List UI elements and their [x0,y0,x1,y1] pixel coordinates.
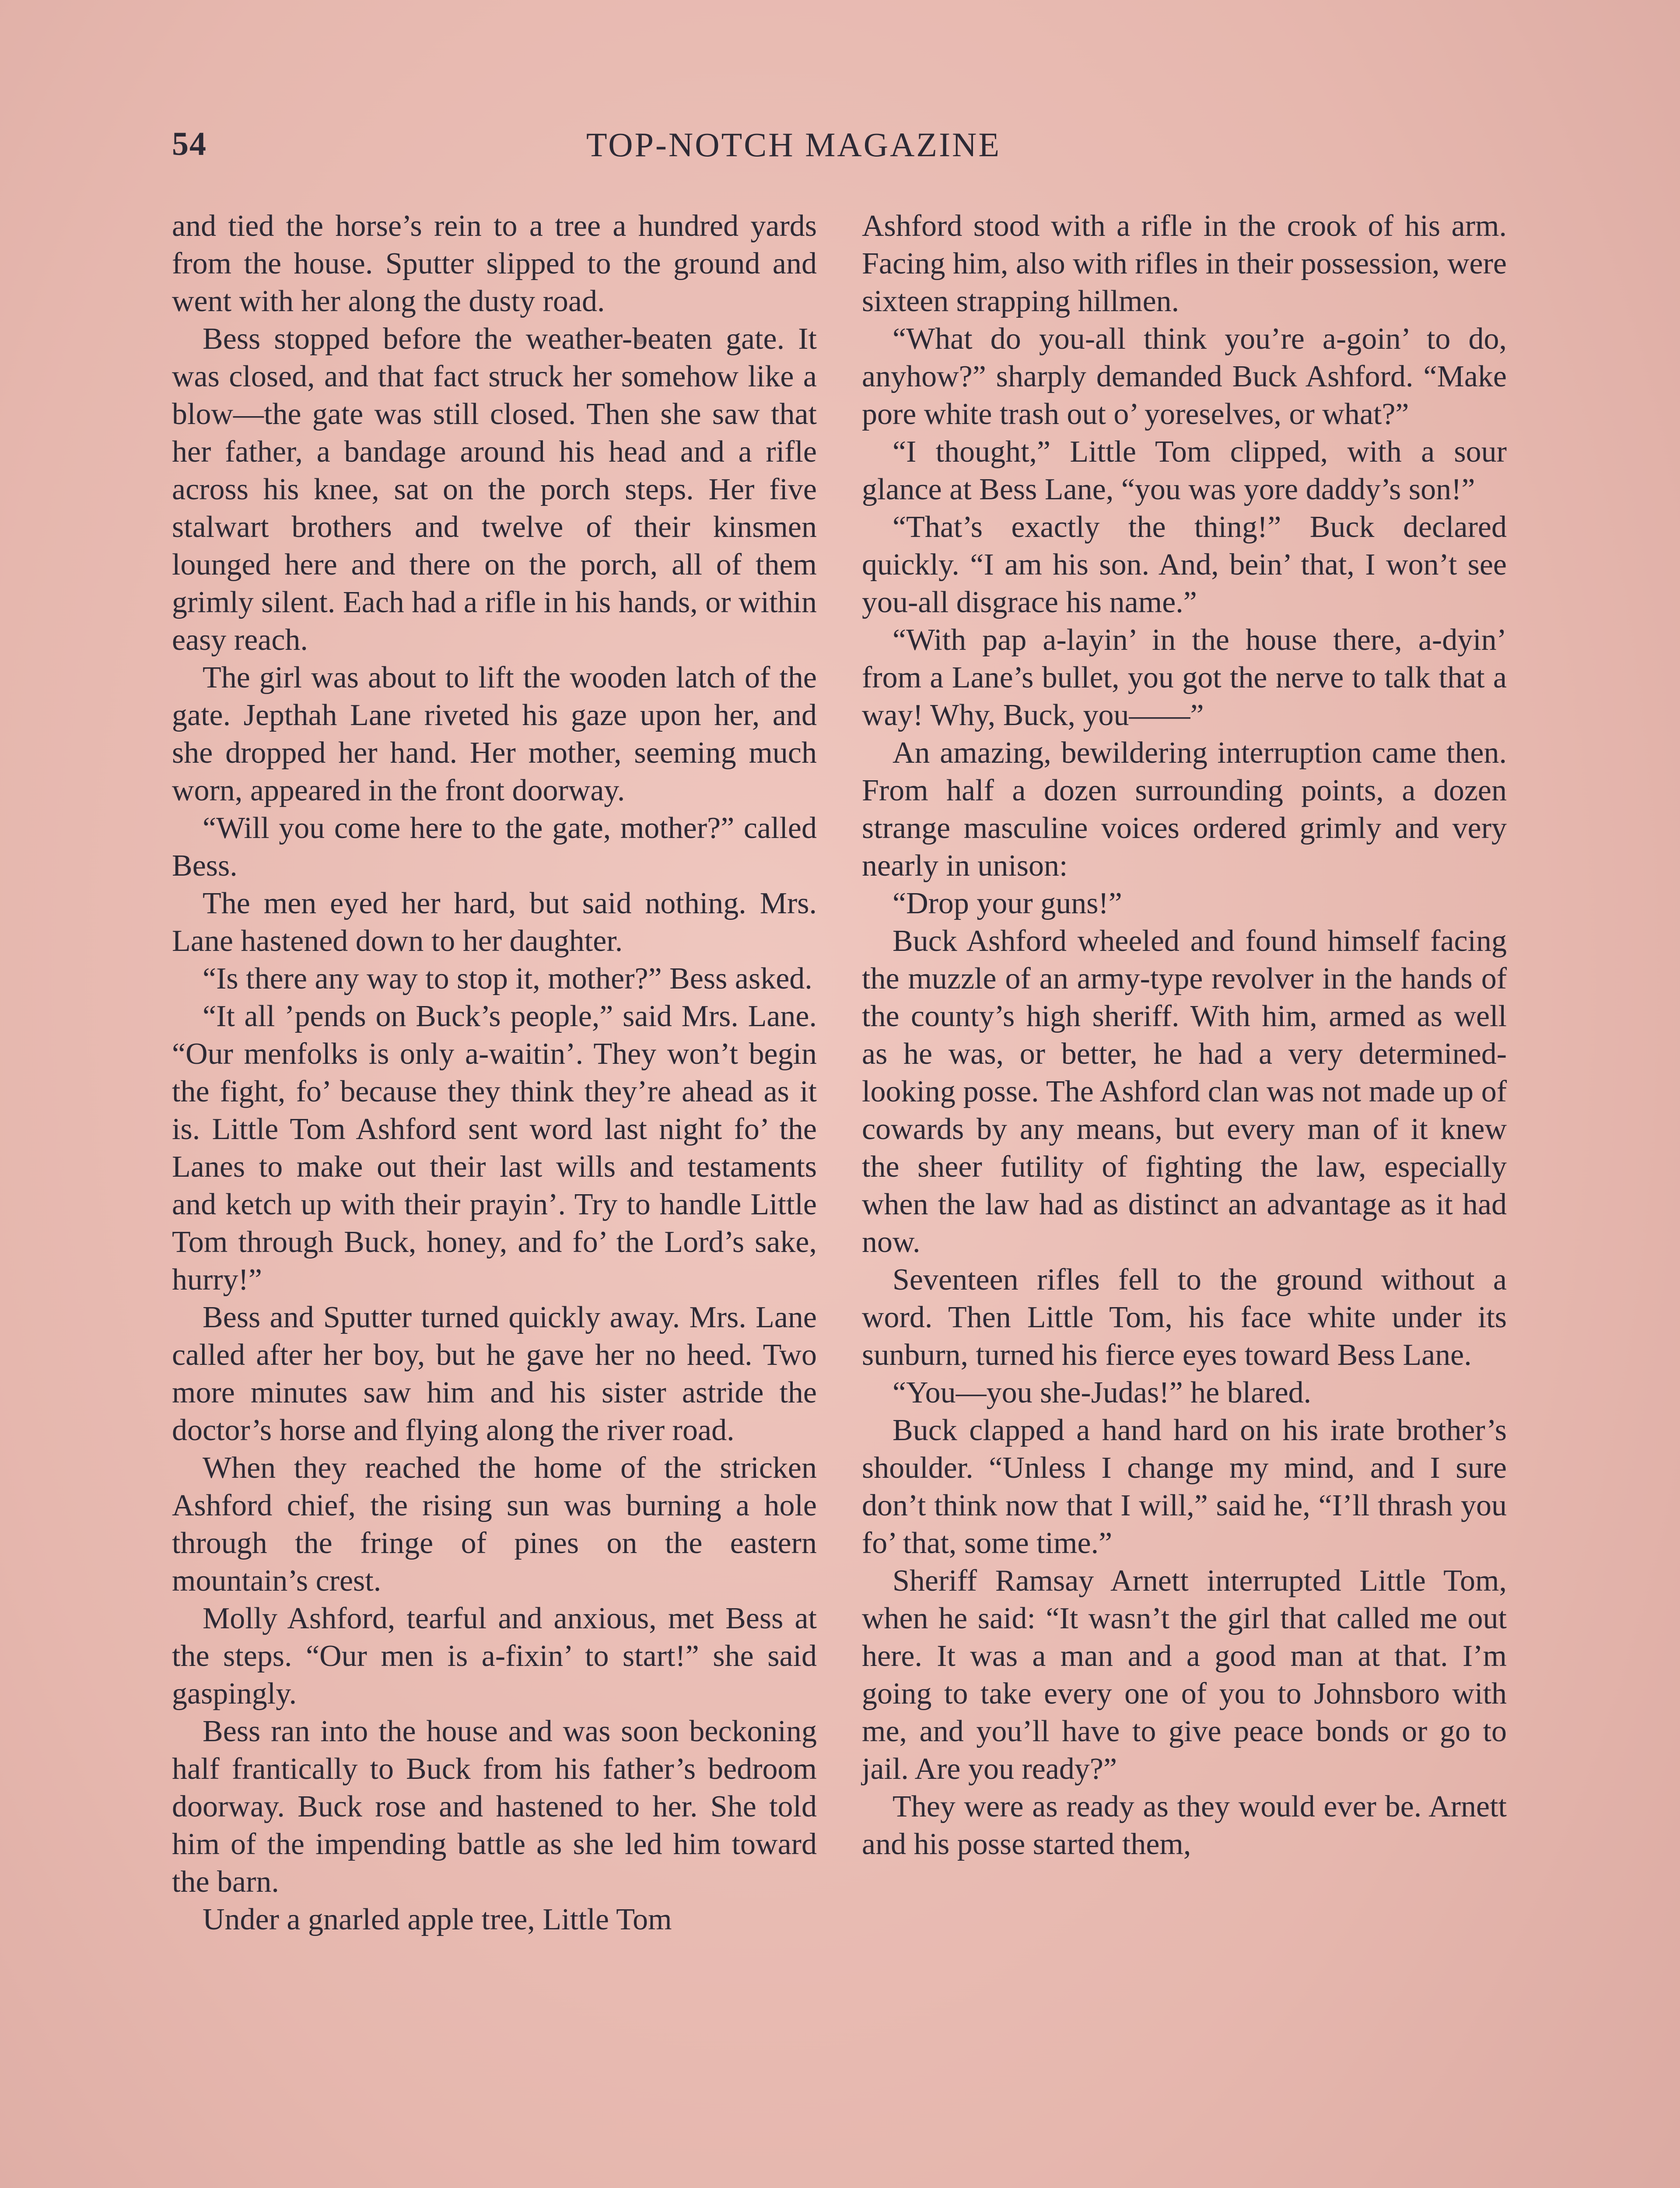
paragraph: Seventeen rifles fell to the ground without a word. Then Little Tom, his face white under its sunburn, turned his fierce eyes toward Bess Lane. [862,1263,1507,1372]
paragraph: Sheriff Ramsay Arnett interrupted Little Tom, when he said: “It wasn’t the girl that called me out here. It was a man and a good man at that. I’m going to take every one of you to Johnsboro with me, and you’ll have to give peace bonds or go to jail. Are you ready?” [862,1564,1507,1786]
paragraph: The girl was about to lift the wooden latch of the gate. Jepthah Lane riveted his gaze upon her, and she dropped her hand. Her mother, seeming much worn, appeared in the front doorway. [172,661,817,807]
paragraph: and tied the horse’s rein to a tree a hundred yards from the house. Sputter slipped to the ground and went with her along the dusty road. [172,209,817,318]
paragraph: “It all ’pends on Buck’s people,” said Mrs. Lane. “Our menfolks is only a-waitin’. They won’t begin the fight, fo’ because they think they’re ahead as it is. Little Tom Ashford sent word last night fo’ the Lanes to make out their last wills and testaments and ketch up with their prayin’. Try to handle Little Tom through Buck, honey, and fo’ the Lord’s sake, hurry!” [172,999,817,1297]
paragraph: Molly Ashford, tearful and anxious, met Bess at the steps. “Our men is a-fixin’ to start!” she said gaspingly. [172,1602,817,1711]
paragraph: They were as ready as they would ever be. Arnett and his posse started them, [862,1790,1507,1861]
paragraph: “That’s exactly the thing!” Buck declared quickly. “I am his son. And, bein’ that, I won’t see you-all disgrace his name.” [862,510,1507,619]
ink-speck [637,335,644,344]
paragraph: “I thought,” Little Tom clipped, with a sour glance at Bess Lane, “you was yore daddy’s son!” [862,435,1507,506]
paragraph: The men eyed her hard, but said nothing. Mrs. Lane hastened down to her daughter. [172,887,817,958]
paragraph: Bess stopped before the weather-beaten gate. It was closed, and that fact struck her somehow like a blow—the gate was still closed. Then she saw that her father, a bandage around his head and a rifle across his knee, sat on the porch steps. Her five stalwart brothers and twelve of their kinsmen lounged here and there on the porch, all of them grimly silent. Each had a rifle in his hands, or within easy reach. [172,322,817,657]
paragraph: “What do you-all think you’re a-goin’ to do, anyhow?” sharply demanded Buck Ashford. “Make pore white trash out o’ yoreselves, or what?” [862,322,1507,431]
page-number: 54 [172,126,207,162]
paragraph: Under a gnarled apple tree, Little Tom [203,1903,672,1936]
paragraph: “Is there any way to stop it, mother?” Bess asked. [203,962,812,996]
running-head: TOP-NOTCH MAGAZINE [586,126,1001,164]
paragraph: Buck Ashford wheeled and found himself facing the muzzle of an army-type revolver in the hands of the county’s high sheriff. With him, armed as well as he was, or better, he had a very determined-looking posse. The Ashford clan was not made up of cowards by any means, but every man of it knew the sheer futility of fighting the law, especially when the law had as distinct an advantage as it had now. [862,924,1507,1259]
paragraph: “Drop your guns!” [892,887,1122,920]
paragraph: Ashford stood with a rifle in the crook of his arm. Facing him, also with rifles in their possession, were sixteen strapping hillmen. [862,209,1507,318]
paragraph: “Will you come here to the gate, mother?” called Bess. [172,811,817,883]
paragraph: Bess and Sputter turned quickly away. Mrs. Lane called after her boy, but he gave her no heed. Two more minutes saw him and his sister astride the doctor’s horse and flying along the river road. [172,1301,817,1447]
paragraph: Bess ran into the house and was soon beckoning half frantically to Buck from his father’s bedroom doorway. Buck rose and hastened to her. She told him of the impending battle as she led him toward the barn. [172,1715,817,1899]
left-column [172,207,817,1939]
paragraph: “You—you she-Judas!” he blared. [892,1376,1312,1410]
right-column [862,207,1507,1863]
paragraph: When they reached the home of the stricken Ashford chief, the rising sun was burning a hole through the fringe of pines on the eastern mountain’s crest. [172,1451,817,1598]
paragraph: An amazing, bewildering interruption came then. From half a dozen surrounding points, a dozen strange masculine voices ordered grimly and very nearly in unison: [862,736,1507,883]
paragraph: Buck clapped a hand hard on his irate brother’s shoulder. “Unless I change my mind, and I sure don’t think now that I will,” said he, “I’ll thrash you fo’ that, some time.” [862,1413,1507,1560]
paragraph: “With pap a-layin’ in the house there, a-dyin’ from a Lane’s bullet, you got the nerve to talk that a way! Why, Buck, you——” [862,623,1507,732]
